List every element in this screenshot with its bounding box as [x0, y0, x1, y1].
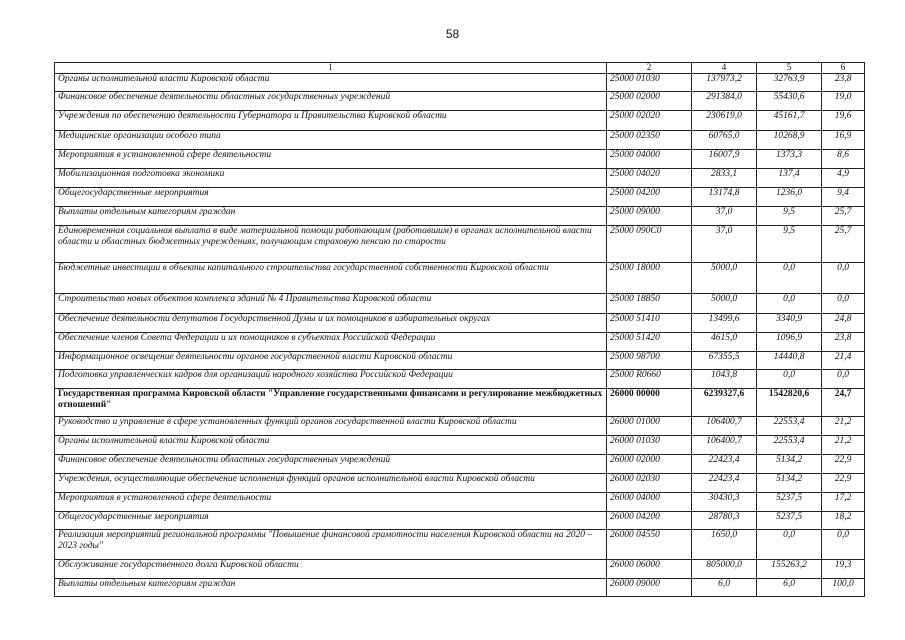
row-value-col4-cell: 22423,4 — [692, 455, 757, 474]
row-value-col6-cell: 18,2 — [822, 512, 865, 530]
row-name-cell: Мобилизационная подготовка экономики — [55, 169, 607, 188]
row-name-cell: Учреждения по обеспечению деятельности Губернатора и Правительства Кировской области — [55, 111, 607, 131]
table-row — [55, 74, 865, 92]
row-name-cell: Выплаты отдельным категориям граждан — [55, 207, 607, 226]
row-value-col6-cell: 0,0 — [822, 370, 865, 389]
row-code-cell: 26000 02000 — [607, 455, 692, 474]
page-number: 58 — [445, 27, 460, 41]
column-header-5: 5 — [757, 63, 822, 74]
row-code-cell: 26000 06000 — [607, 560, 692, 579]
row-name-cell: Медицинские организации особого типа — [55, 131, 607, 150]
row-value-col5-cell: 9,5 — [757, 226, 822, 263]
row-name-cell: Общегосударственные мероприятия — [55, 188, 607, 207]
row-value-col4-cell: 6,0 — [692, 579, 757, 597]
row-code-cell: 25000 98700 — [607, 352, 692, 370]
row-value-col6-cell: 19,0 — [822, 92, 865, 111]
table-row — [55, 111, 865, 131]
column-header-4: 4 — [692, 63, 757, 74]
row-code-cell: 25000 04000 — [607, 150, 692, 169]
row-value-col4-cell: 5000,0 — [692, 294, 757, 314]
row-code-cell: 26000 04200 — [607, 512, 692, 530]
table-row — [55, 150, 865, 169]
row-value-col5-cell: 3340,9 — [757, 314, 822, 333]
column-header-6: 6 — [822, 63, 865, 74]
row-value-col5-cell: 1096,9 — [757, 333, 822, 352]
row-code-cell: 25000 04020 — [607, 169, 692, 188]
row-code-cell: 25000 04200 — [607, 188, 692, 207]
row-value-col6-cell: 100,0 — [822, 579, 865, 597]
row-value-col5-cell: 5237,5 — [757, 493, 822, 512]
row-value-col6-cell: 25,7 — [822, 207, 865, 226]
row-value-col4-cell: 37,0 — [692, 207, 757, 226]
row-value-col5-cell: 137,4 — [757, 169, 822, 188]
table-row — [55, 226, 865, 263]
row-value-col4-cell: 805000,0 — [692, 560, 757, 579]
row-value-col6-cell: 22,9 — [822, 474, 865, 493]
row-value-col4-cell: 60765,0 — [692, 131, 757, 150]
row-value-col4-cell: 4615,0 — [692, 333, 757, 352]
row-name-cell: Руководство и управление в сфере установленных функций органов государственной власти Кировской области — [55, 417, 607, 436]
row-value-col6-cell: 0,0 — [822, 530, 865, 560]
table-row — [55, 474, 865, 493]
table-row — [55, 188, 865, 207]
row-value-col6-cell: 0,0 — [822, 294, 865, 314]
row-code-cell: 25000 090С0 — [607, 226, 692, 263]
row-value-col6-cell: 21,2 — [822, 417, 865, 436]
row-value-col4-cell: 5000,0 — [692, 263, 757, 294]
row-code-cell: 25000 02350 — [607, 131, 692, 150]
row-value-col5-cell: 22553,4 — [757, 436, 822, 455]
row-value-col5-cell: 55430,6 — [757, 92, 822, 111]
row-value-col4-cell: 230619,0 — [692, 111, 757, 131]
row-name-cell: Выплаты отдельным категориям граждан — [55, 579, 607, 597]
row-name-cell: Общегосударственные мероприятия — [55, 512, 607, 530]
row-value-col4-cell: 13174,8 — [692, 188, 757, 207]
table-row — [55, 169, 865, 188]
row-value-col5-cell: 1542820,6 — [757, 389, 822, 417]
row-code-cell: 25000 09000 — [607, 207, 692, 226]
row-value-col6-cell: 24,7 — [822, 389, 865, 417]
row-name-cell: Органы исполнительной власти Кировской области — [55, 436, 607, 455]
table-row — [55, 389, 865, 417]
row-name-cell: Финансовое обеспечение деятельности областных государственных учреждений — [55, 92, 607, 111]
row-value-col6-cell: 23,8 — [822, 74, 865, 92]
row-value-col5-cell: 0,0 — [757, 294, 822, 314]
row-code-cell: 25000 01030 — [607, 74, 692, 92]
row-value-col5-cell: 0,0 — [757, 530, 822, 560]
row-name-cell: Органы исполнительной власти Кировской области — [55, 74, 607, 92]
row-code-cell: 26000 00000 — [607, 389, 692, 417]
row-value-col6-cell: 16,9 — [822, 131, 865, 150]
row-value-col4-cell: 37,0 — [692, 226, 757, 263]
table-row — [55, 131, 865, 150]
table-row — [55, 333, 865, 352]
row-name-cell: Бюджетные инвестиции в объекты капитального строительства государственной собственности Кировской области — [55, 263, 607, 294]
table-row — [55, 352, 865, 370]
row-value-col4-cell: 1043,8 — [692, 370, 757, 389]
row-value-col4-cell: 30430,3 — [692, 493, 757, 512]
column-header-1: 1 — [55, 63, 607, 74]
row-value-col6-cell: 19,6 — [822, 111, 865, 131]
row-value-col4-cell: 1650,0 — [692, 530, 757, 560]
row-value-col4-cell: 6239327,6 — [692, 389, 757, 417]
table-row — [55, 436, 865, 455]
row-value-col4-cell: 106400,7 — [692, 417, 757, 436]
row-value-col5-cell: 6,0 — [757, 579, 822, 597]
row-name-cell: Единовременная социальная выплата в виде материальной помощи работающим (работавшим) в органах исполнительной власти области и областных бюджетных учреждениях, получающим страховую пенсию по старости — [55, 226, 607, 263]
row-value-col5-cell: 5134,2 — [757, 474, 822, 493]
row-name-cell: Обеспечение членов Совета Федерации и их помощников в субъектах Российской Федерации — [55, 333, 607, 352]
row-name-cell: Учреждения, осуществляющие обеспечение исполнения функций органов исполнительной власти Кировской области — [55, 474, 607, 493]
table-header-row — [55, 63, 865, 74]
row-value-col4-cell: 2833,1 — [692, 169, 757, 188]
row-value-col5-cell: 10268,9 — [757, 131, 822, 150]
row-code-cell: 26000 09000 — [607, 579, 692, 597]
row-value-col6-cell: 4,9 — [822, 169, 865, 188]
table-row — [55, 493, 865, 512]
budget-table — [54, 62, 865, 597]
row-value-col6-cell: 19,3 — [822, 560, 865, 579]
row-code-cell: 25000 51420 — [607, 333, 692, 352]
row-value-col4-cell: 291384,0 — [692, 92, 757, 111]
row-code-cell: 26000 01000 — [607, 417, 692, 436]
row-name-cell: Подготовка управленческих кадров для организаций народного хозяйства Российской Федерации — [55, 370, 607, 389]
table-row — [55, 417, 865, 436]
row-value-col4-cell: 137973,2 — [692, 74, 757, 92]
row-name-cell: Государственная программа Кировской области "Управление государственными финансами и регулирование межбюджетных отношений" — [55, 389, 607, 417]
row-value-col6-cell: 0,0 — [822, 263, 865, 294]
table-row — [55, 314, 865, 333]
row-value-col6-cell: 17,2 — [822, 493, 865, 512]
row-value-col5-cell: 5134,2 — [757, 455, 822, 474]
row-value-col5-cell: 45161,7 — [757, 111, 822, 131]
row-value-col5-cell: 32763,9 — [757, 74, 822, 92]
row-code-cell: 25000 51410 — [607, 314, 692, 333]
row-code-cell: 25000 18000 — [607, 263, 692, 294]
row-name-cell: Обеспечение деятельности депутатов Государственной Думы и их помощников в избирательных округах — [55, 314, 607, 333]
row-value-col6-cell: 23,8 — [822, 333, 865, 352]
table-row — [55, 512, 865, 530]
row-name-cell: Мероприятия в установленной сфере деятельности — [55, 493, 607, 512]
row-code-cell: 25000 02020 — [607, 111, 692, 131]
row-value-col4-cell: 13499,6 — [692, 314, 757, 333]
column-header-2: 2 — [607, 63, 692, 74]
row-value-col6-cell: 8,6 — [822, 150, 865, 169]
row-value-col5-cell: 0,0 — [757, 370, 822, 389]
row-name-cell: Обслуживание государственного долга Кировской области — [55, 560, 607, 579]
row-value-col6-cell: 24,8 — [822, 314, 865, 333]
row-value-col4-cell: 28780,3 — [692, 512, 757, 530]
row-value-col5-cell: 1373,3 — [757, 150, 822, 169]
row-code-cell: 26000 04550 — [607, 530, 692, 560]
row-code-cell: 25000 R0660 — [607, 370, 692, 389]
row-name-cell: Реализация мероприятий региональной программы "Повышение финансовой грамотности населения Кировской области на 2020 – 2023 годы" — [55, 530, 607, 560]
row-value-col4-cell: 106400,7 — [692, 436, 757, 455]
table-row — [55, 207, 865, 226]
row-value-col5-cell: 1236,0 — [757, 188, 822, 207]
row-name-cell: Информационное освещение деятельности органов государственной власти Кировской области — [55, 352, 607, 370]
row-value-col4-cell: 16007,9 — [692, 150, 757, 169]
row-code-cell: 25000 02000 — [607, 92, 692, 111]
row-value-col6-cell: 9,4 — [822, 188, 865, 207]
table-row — [55, 560, 865, 579]
table-row — [55, 455, 865, 474]
row-code-cell: 26000 01030 — [607, 436, 692, 455]
row-value-col5-cell: 5237,5 — [757, 512, 822, 530]
table-row — [55, 263, 865, 294]
row-value-col5-cell: 0,0 — [757, 263, 822, 294]
table-row — [55, 579, 865, 597]
row-code-cell: 25000 18850 — [607, 294, 692, 314]
row-value-col4-cell: 67355,5 — [692, 352, 757, 370]
row-value-col5-cell: 14440,8 — [757, 352, 822, 370]
row-code-cell: 26000 02030 — [607, 474, 692, 493]
table-row — [55, 92, 865, 111]
row-name-cell: Мероприятия в установленной сфере деятельности — [55, 150, 607, 169]
row-value-col6-cell: 22,9 — [822, 455, 865, 474]
row-value-col6-cell: 21,2 — [822, 436, 865, 455]
table-row — [55, 370, 865, 389]
table-row — [55, 530, 865, 560]
row-name-cell: Строительство новых объектов комплекса зданий № 4 Правительства Кировской области — [55, 294, 607, 314]
row-value-col6-cell: 25,7 — [822, 226, 865, 263]
row-value-col5-cell: 9,5 — [757, 207, 822, 226]
row-value-col6-cell: 21,4 — [822, 352, 865, 370]
row-value-col5-cell: 155263,2 — [757, 560, 822, 579]
row-code-cell: 26000 04000 — [607, 493, 692, 512]
table-row — [55, 294, 865, 314]
row-value-col4-cell: 22423,4 — [692, 474, 757, 493]
row-value-col5-cell: 22553,4 — [757, 417, 822, 436]
row-name-cell: Финансовое обеспечение деятельности областных государственных учреждений — [55, 455, 607, 474]
